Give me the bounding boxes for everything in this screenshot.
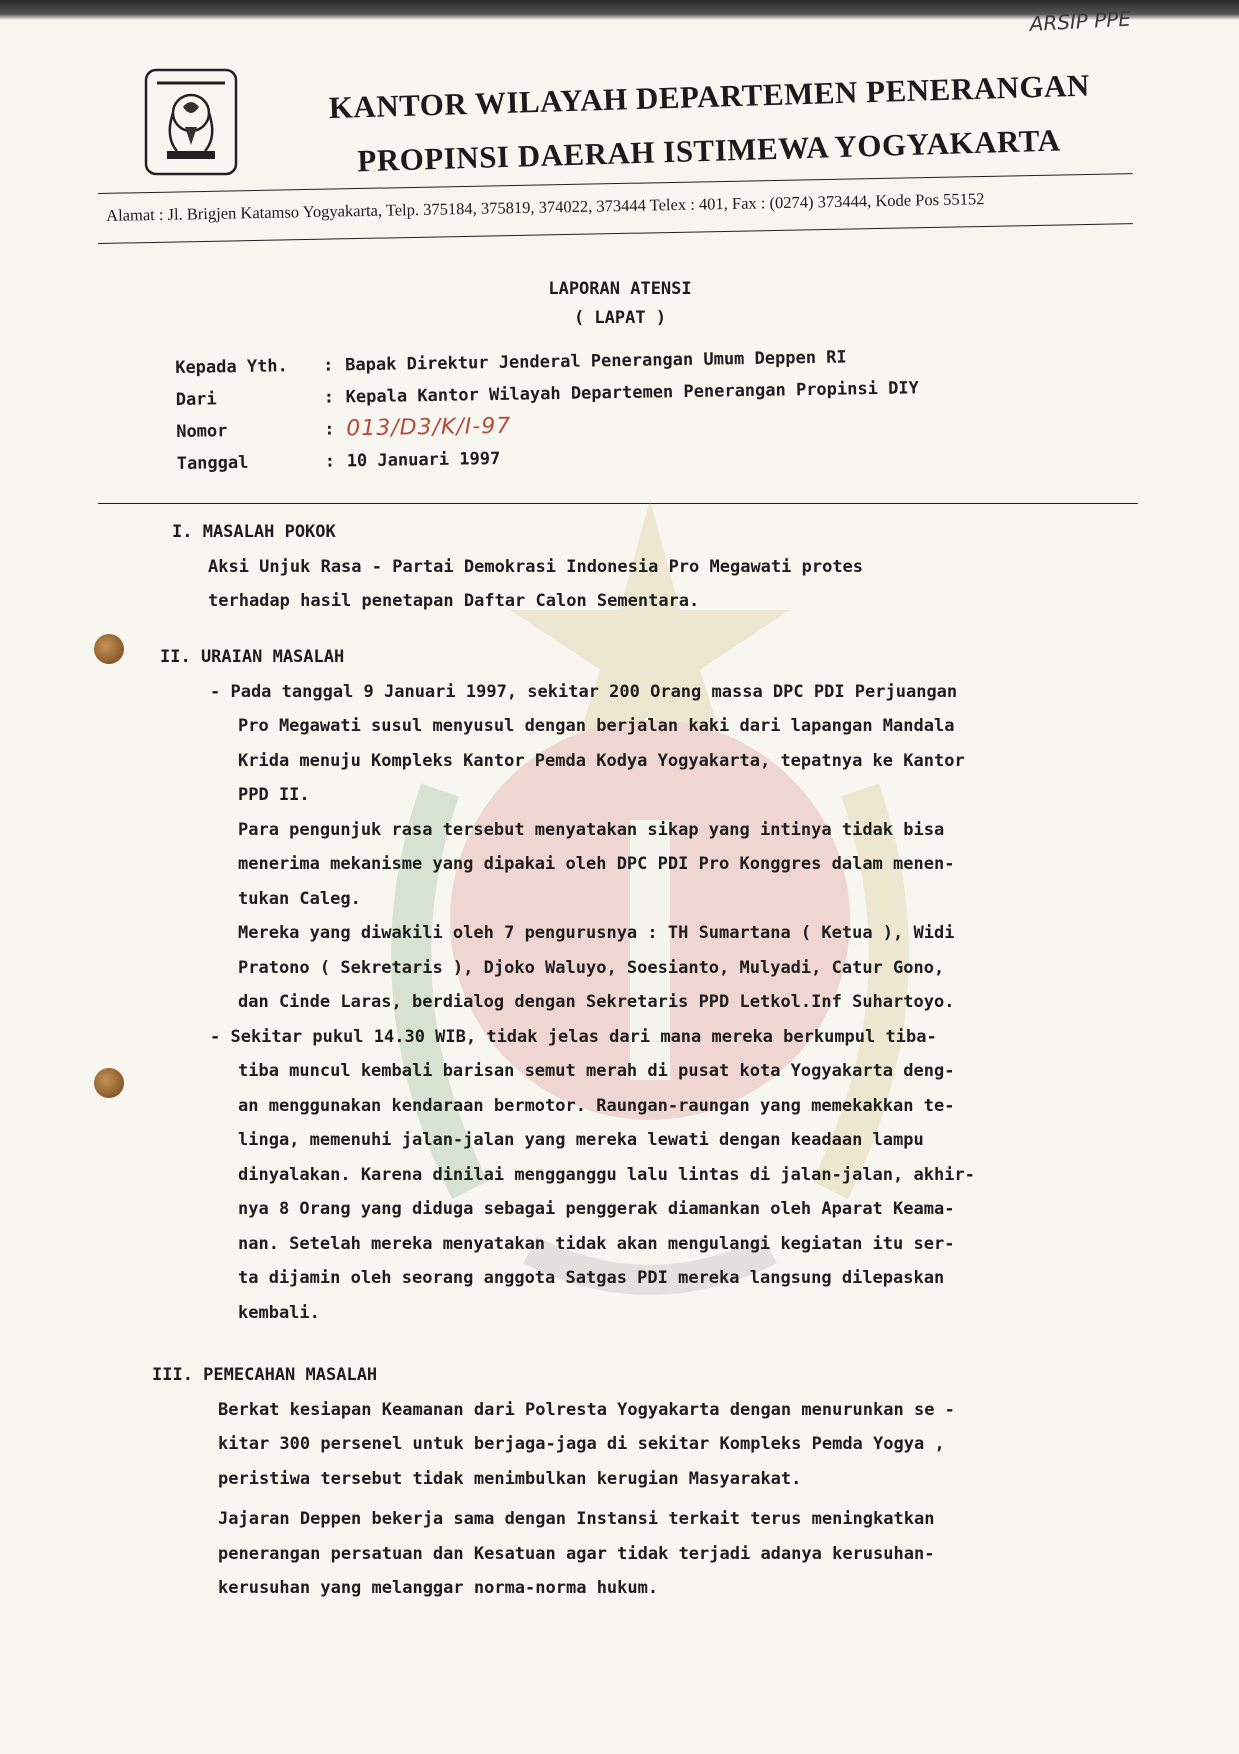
section-2-line: an menggunakan kendaraan bermotor. Raungan-raungan yang memekakkan te-	[238, 1095, 955, 1116]
section-2-line: tiba muncul kembali barisan semut merah di pusat kota Yogyakarta deng-	[238, 1061, 955, 1081]
archive-note: ARSIP PPE	[1029, 6, 1132, 36]
section-2-line: Pro Megawati susul menyusul dengan berjalan kaki dari lapangan Mandala	[238, 716, 955, 736]
section-2-line: Krida menuju Kompleks Kantor Pemda Kodya Yogyakarta, tepatnya ke Kantor	[238, 750, 965, 771]
dari-label: Dari	[175, 389, 217, 410]
section-masalah-pokok	[172, 515, 1132, 611]
section-3-line: Jajaran Deppen bekerja sama dengan Instansi terkait terus meningkatkan	[218, 1509, 935, 1529]
section-2-line: Pratono ( Sekretaris ), Djoko Waluyo, Soesianto, Mulyadi, Catur Gono,	[238, 957, 945, 978]
report-title-main: LAPORAN ATENSI	[548, 279, 692, 299]
kepada-label: Kepada Yth.	[175, 356, 288, 378]
section-2-line: nya 8 Orang yang diduga sebagai penggerak diamankan oleh Aparat Keama-	[238, 1199, 955, 1219]
nomor-sep: :	[324, 419, 335, 440]
dari-value: Kepala Kantor Wilayah Departemen Penerangan Propinsi DIY	[345, 378, 919, 408]
section-2-line: dan Cinde Laras, berdialog dengan Sekretaris PPD Letkol.Inf Suhartoyo.	[238, 992, 955, 1012]
section-2-line: kembali.	[238, 1302, 320, 1323]
dari-sep: :	[323, 387, 335, 408]
letterhead-line-2: PROPINSI DAERAH ISTIMEWA YOGYAKARTA	[356, 122, 1061, 179]
section-3-body	[152, 1393, 1137, 1606]
tanggal-value: 10 Januari 1997	[346, 448, 501, 472]
section-2-line: ta dijamin oleh seorang anggota Satgas PDI mereka langsung dilepaskan	[238, 1268, 945, 1288]
section-pemecahan-masalah	[152, 1358, 1137, 1618]
department-logo	[143, 67, 239, 177]
section-3-line: kerusuhan yang melanggar norma-norma hukum.	[218, 1578, 659, 1598]
memo-header	[175, 338, 1077, 492]
section-2-line: menerima mekanisme yang dipakai oleh DPC PDI Pro Konggres dalam menen-	[238, 854, 955, 874]
section-uraian-masalah	[160, 640, 1140, 1330]
kepada-value: Bapak Direktur Jenderal Penerangan Umum Deppen RI	[345, 347, 847, 376]
section-1-body	[172, 550, 1132, 619]
section-2-line: tukan Caleg.	[238, 888, 361, 909]
section-3-line: Berkat kesiapan Keamanan dari Polresta Yogyakarta dengan menurunkan se -	[218, 1399, 955, 1420]
section-2-line: - Sekitar pukul 14.30 WIB, tidak jelas dari mana mereka berkumpul tiba-	[210, 1026, 937, 1047]
section-2-line: Para pengunjuk rasa tersebut menyatakan sikap yang intinya tidak bisa	[238, 819, 945, 840]
punch-hole	[94, 634, 124, 664]
letterhead-title	[300, 58, 1103, 192]
section-1-line: terhadap hasil penetapan Daftar Calon Sementara.	[208, 591, 700, 611]
section-3-line: peristiwa tersebut tidak menimbulkan kerugian Masyarakat.	[218, 1468, 802, 1489]
section-3-line: kitar 300 persenel untuk berjaga-jaga di sekitar Kompleks Pemda Yogya ,	[218, 1434, 945, 1454]
section-2-heading: II. URAIAN MASALAH	[160, 647, 345, 667]
section-1-line: Aksi Unjuk Rasa - Partai Demokrasi Indonesia Pro Megawati protes	[208, 556, 864, 577]
section-2-line: Mereka yang diwakili oleh 7 pengurusnya : TH Sumartana ( Ketua ), Widi	[238, 923, 955, 943]
section-2-body	[160, 675, 1140, 1331]
report-title-sub: ( LAPAT )	[573, 308, 667, 328]
section-2-line: - Pada tanggal 9 Januari 1997, sekitar 200 Orang massa DPC PDI Perjuangan	[210, 681, 958, 702]
tanggal-sep: :	[324, 451, 336, 472]
nomor-label: Nomor	[176, 421, 228, 442]
section-2-line: nan. Setelah mereka menyatakan tidak akan mengulangi kegiatan itu ser-	[238, 1233, 955, 1254]
letterhead-line-1: KANTOR WILAYAH DEPARTEMEN PENERANGAN	[328, 67, 1091, 126]
section-3-line: penerangan persatuan dan Kesatuan agar tidak terjadi adanya kerusuhan-	[218, 1543, 935, 1564]
section-1-heading: I. MASALAH POKOK	[172, 522, 336, 542]
section-2-line: dinyalakan. Karena dinilai mengganggu lalu lintas di jalan-jalan, akhir-	[238, 1164, 975, 1185]
punch-hole	[94, 1068, 124, 1098]
kepada-sep: :	[323, 355, 334, 376]
section-2-line: PPD II.	[238, 785, 310, 805]
section-3-heading: III. PEMECAHAN MASALAH	[152, 1365, 378, 1385]
letterhead-address: Alamat : Jl. Brigjen Katamso Yogyakarta, Telp. 375184, 375819, 374022, 373444 Telex : 401, Fax : (0274) 373444, Kode Pos 55152	[106, 189, 985, 225]
tanggal-label: Tanggal	[176, 452, 249, 474]
nomor-value-handwritten: 013/D3/K/I-97	[346, 413, 512, 442]
report-title	[470, 275, 770, 335]
section-2-line: linga, memenuhi jalan-jalan yang mereka lewati dengan keadaan lampu	[238, 1130, 924, 1150]
